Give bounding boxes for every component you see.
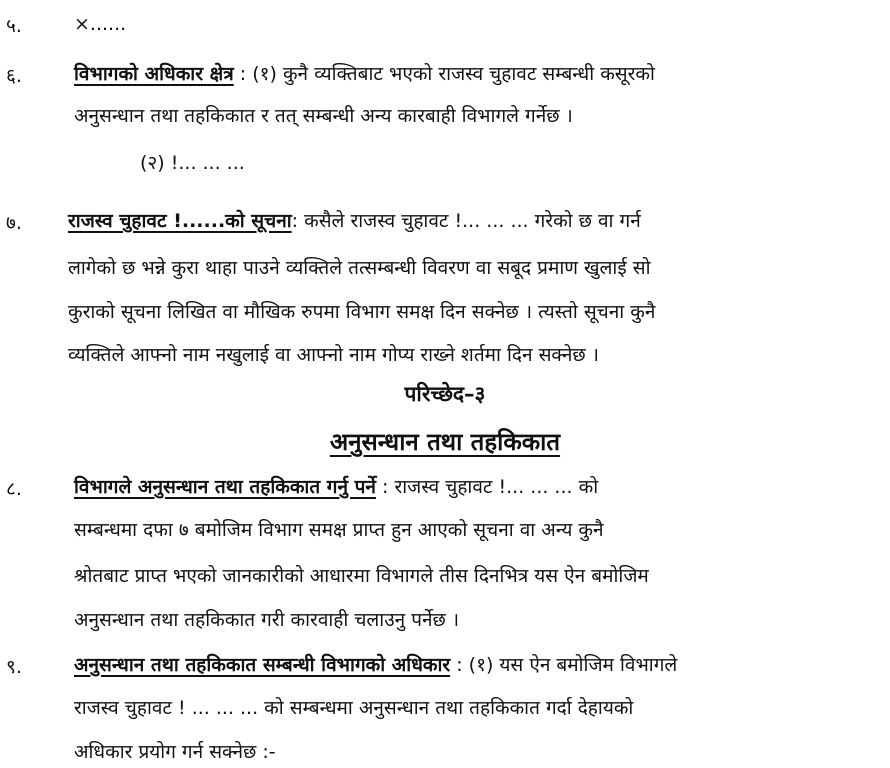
section-6-number: ६.: [6, 65, 22, 87]
section-9-heading: अनुसन्धान तथा तहकिकात सम्बन्धी विभागको अधिकार: [74, 654, 451, 676]
section-8-line-2: सम्बन्धमा दफा ७ बमोजिम विभाग समक्ष प्राप्त हुन आएको सूचना वा अन्य कुनै: [74, 519, 604, 541]
section-6-line-1: [74, 62, 828, 88]
section-7-line-4: व्यक्तिले आफ्नो नाम नखुलाई वा आफ्नो नाम गोप्य राख्ने शर्तमा दिन सक्नेछ ।: [68, 344, 599, 366]
chapter-label: परिच्छेद–३: [404, 382, 486, 406]
section-7-heading: राजस्व चुहावट !......को सूचना: [68, 210, 292, 232]
chapter-title: अनुसन्धान तथा तहकिकात: [329, 428, 561, 456]
section-7-line-1-text: : कसैले राजस्व चुहावट !... ... ... गरेको छ वा गर्न: [291, 210, 641, 232]
section-6-line-2: अनुसन्धान तथा तहकिकात र तत् सम्बन्धी अन्य कारबाही विभागले गर्नेछ ।: [74, 105, 573, 127]
section-8-line-1: [74, 475, 828, 501]
section-9-number: ९.: [6, 656, 22, 678]
section-9-line-1: [74, 653, 828, 679]
section-8-number: ८.: [6, 478, 22, 500]
section-7-line-1: [68, 209, 828, 235]
section-9-line-3: अधिकार प्रयोग गर्न सक्नेछ :-: [74, 741, 276, 763]
section-9-line-1-text: : (१) यस ऐन बमोजिम विभागले: [450, 654, 678, 676]
section-8-line-3: श्रोतबाट प्राप्त भएको जानकारीको आधारमा विभागले तीस दिनभित्र यस ऐन बमोजिम: [74, 565, 649, 587]
section-7-line-2: लागेको छ भन्ने कुरा थाहा पाउने व्यक्तिले तत्सम्बन्धी विवरण वा सबूद प्रमाण खुलाई सो: [68, 257, 651, 279]
section-8-heading: विभागले अनुसन्धान तथा तहकिकात गर्नु पर्ने: [74, 476, 376, 498]
section-7-number: ७.: [6, 212, 22, 234]
section-6-heading: विभागको अधिकार क्षेत्र: [74, 63, 234, 85]
section-8-line-1-text: : राजस्व चुहावट !... ... ... को: [375, 476, 599, 498]
section-5-number: ५.: [6, 15, 22, 37]
section-5-text: ×......: [74, 13, 127, 35]
section-6-subsection-2: (२) !... ... ...: [140, 152, 245, 174]
section-9-line-2: राजस्व चुहावट ! ... ... ... को सम्बन्धमा अनुसन्धान तथा तहकिकात गर्दा देहायको: [74, 697, 634, 719]
section-7-line-3: कुराको सूचना लिखित वा मौखिक रुपमा विभाग समक्ष दिन सक्नेछ । त्यस्तो सूचना कुनै: [68, 301, 656, 323]
section-8-line-4: अनुसन्धान तथा तहकिकात गरी कारवाही चलाउनु पर्नेछ ।: [74, 609, 460, 631]
section-6-line-1-text: : (१) कुनै व्यक्तिबाट भएको राजस्व चुहावट सम्बन्धी कसूरको: [233, 63, 655, 85]
